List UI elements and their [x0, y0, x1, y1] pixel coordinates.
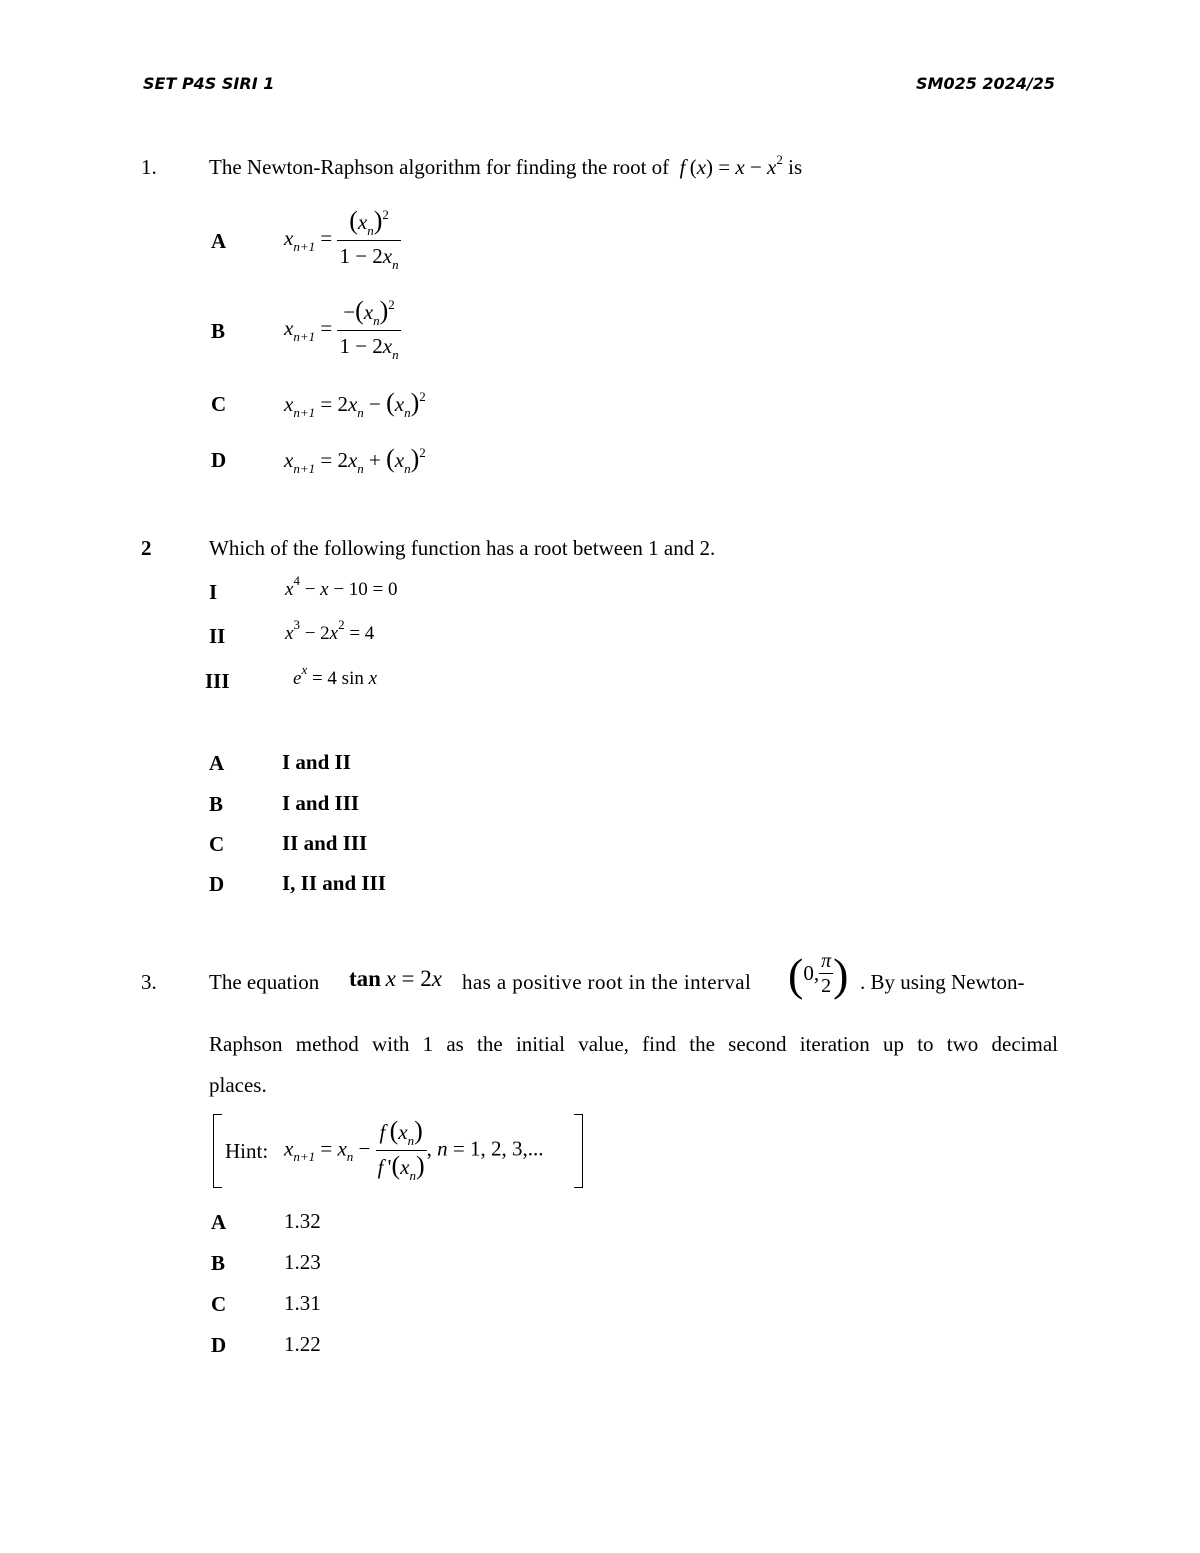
q3-line1-a: The equation — [209, 970, 320, 994]
header-left: SET P4S SIRI 1 — [143, 74, 275, 93]
q3-interval-math: (0, $\frac{\pi}{2}$ ) — [788, 949, 849, 1000]
q3-option-a-text: 1.32 — [284, 1209, 321, 1233]
q3-line1-b: has a positive root in the interval — [462, 970, 752, 994]
header-right: SM025 2024/25 — [916, 74, 1056, 93]
q3-line1-math: tan x = 2x — [349, 966, 442, 991]
q2-statement-ii-math: $x^3 - 2x^2 = 4$ — [285, 617, 375, 644]
q1-option-d-label: D — [211, 448, 227, 472]
q1-option-c-math: $x_{n+1} = 2x_n - (x_n)^2$ — [284, 388, 426, 420]
q2-statement-i-label: I — [209, 580, 218, 604]
q2-statement-iii-label: III — [205, 669, 230, 693]
q2-stem: Which of the following function has a root between 1 and 2. — [209, 536, 716, 560]
q1-option-c-label: C — [211, 392, 227, 416]
q2-statement-i-math: $x^4 - x - 10 = 0$ — [285, 573, 398, 600]
q1-option-b-math: $x_{n+1}$ = $\frac{-(x_n)^2}{1 - 2x_n}$ — [284, 296, 399, 362]
q1-option-a-math: $x_{n+1}$ = $\frac{(x_n)^2}{1 - 2x_n}$ — [284, 206, 399, 272]
q1-stem-text: The Newton-Raphson algorithm for finding the root of — [209, 155, 670, 179]
q3-number: 3. — [141, 970, 157, 994]
q3-option-d-label: D — [211, 1333, 227, 1357]
q1-stem-math: f $(x) = x - x^2$ — [679, 152, 783, 179]
q2-option-a-text: I and II — [282, 750, 351, 774]
q2-number: 2 — [141, 536, 152, 560]
q3-option-c-text: 1.31 — [284, 1291, 321, 1315]
q1-option-b-label: B — [211, 319, 226, 343]
q1-option-a-label: A — [211, 229, 227, 253]
q3-option-d-text: 1.22 — [284, 1332, 321, 1356]
q1-stem — [209, 152, 803, 180]
q2-option-c-label: C — [209, 832, 225, 856]
q2-option-b-text: I and III — [282, 791, 360, 815]
q1-number: 1. — [141, 155, 157, 179]
q2-option-b-label: B — [209, 792, 224, 816]
q3-hint-math: $x_{n+1} = x_n$ − $\frac{f (x_n)}{f '(x_n)}$ , n = 1, 2, 3,... — [284, 1116, 544, 1183]
q1-stem-end: is — [788, 155, 803, 179]
hint-bracket-right — [574, 1114, 583, 1188]
q2-option-c-text: II and III — [282, 831, 368, 855]
hint-bracket-left — [213, 1114, 222, 1188]
q3-option-c-label: C — [211, 1292, 227, 1316]
q2-option-d-text: I, II and III — [282, 871, 386, 895]
q3-line1-c: . By using Newton- — [860, 970, 1025, 994]
q3-line3: places. — [209, 1073, 267, 1097]
q3-option-b-text: 1.23 — [284, 1250, 321, 1274]
q2-statement-ii-label: II — [209, 624, 226, 648]
q3-option-a-label: A — [211, 1210, 227, 1234]
q3-hint-label: Hint: — [225, 1139, 269, 1163]
q2-option-a-label: A — [209, 751, 225, 775]
q1-option-d-math: $x_{n+1} = 2x_n + (x_n)^2$ — [284, 444, 426, 476]
q2-option-d-label: D — [209, 872, 225, 896]
q3-line2: Raphson method with 1 as the initial value, find the second iteration up to two decimal — [209, 1032, 1058, 1056]
q3-option-b-label: B — [211, 1251, 226, 1275]
q2-statement-iii-math: $e^x = 4$ sin x — [293, 662, 378, 689]
